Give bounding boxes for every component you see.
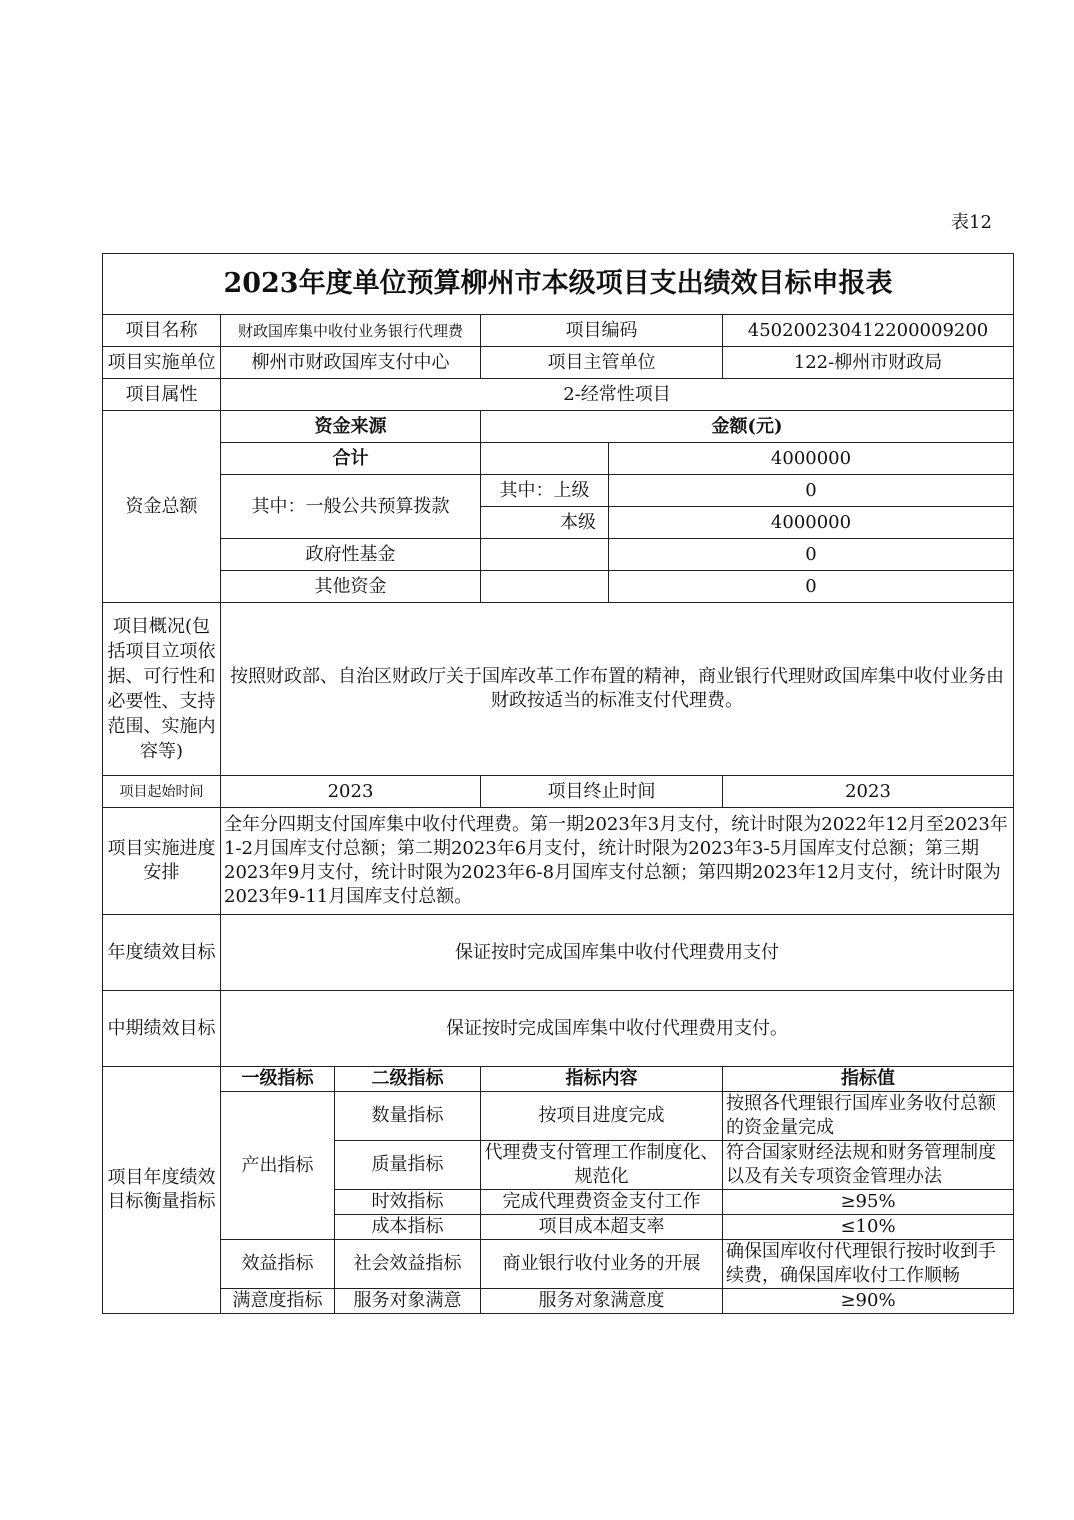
attribute: 2-经常性项目 xyxy=(221,379,1014,411)
header-level2: 二级指标 xyxy=(335,1067,481,1092)
value-quantity: 按照各代理银行国库业务收付总额的资金量完成 xyxy=(723,1092,1014,1141)
overview-label: 项目概况(包括项目立项依据、可行性和必要性、支持范围、实施内容等) xyxy=(103,603,221,776)
header-level1: 一级指标 xyxy=(221,1067,335,1092)
impl-unit-label: 项目实施单位 xyxy=(103,347,221,379)
indicators-label: 项目年度绩效目标衡量指标 xyxy=(103,1067,221,1314)
local-amount: 4000000 xyxy=(609,507,1014,539)
level2-timeliness: 时效指标 xyxy=(335,1190,481,1215)
project-code-label: 项目编码 xyxy=(481,315,723,347)
supervisor-label: 项目主管单位 xyxy=(481,347,723,379)
start-label: 项目起始时间 xyxy=(103,776,221,808)
amount-header: 金额(元) xyxy=(481,411,1014,443)
gov-fund-label: 政府性基金 xyxy=(221,539,481,571)
level2-cost: 成本指标 xyxy=(335,1215,481,1240)
table-number: 表12 xyxy=(951,212,992,233)
other-fund-empty xyxy=(481,571,609,603)
other-fund-amount: 0 xyxy=(609,571,1014,603)
overview: 按照财政部、自治区财政厅关于国库改革工作布置的精神，商业银行代理财政国库集中收付业务由财政按适当的标准支付代理费。 xyxy=(221,603,1014,776)
level2-social-benefit: 社会效益指标 xyxy=(335,1240,481,1289)
value-social-benefit: 确保国库收付代理银行按时收到手续费，确保国库收付工作顺畅 xyxy=(723,1240,1014,1289)
annual-goal-label: 年度绩效目标 xyxy=(103,915,221,991)
content-satisfaction: 服务对象满意度 xyxy=(481,1289,723,1314)
attribute-label: 项目属性 xyxy=(103,379,221,411)
benefit-indicator-label: 效益指标 xyxy=(221,1240,335,1289)
header-content: 指标内容 xyxy=(481,1067,723,1092)
content-quality: 代理费支付管理工作制度化、规范化 xyxy=(481,1141,723,1190)
content-timeliness: 完成代理费资金支付工作 xyxy=(481,1190,723,1215)
project-name: 财政国库集中收付业务银行代理费 xyxy=(221,315,481,347)
end-label: 项目终止时间 xyxy=(481,776,723,808)
gov-fund-amount: 0 xyxy=(609,539,1014,571)
form-title: 2023年度单位预算柳州市本级项目支出绩效目标申报表 xyxy=(103,254,1014,315)
satisfaction-indicator-label: 满意度指标 xyxy=(221,1289,335,1314)
annual-goal: 保证按时完成国库集中收付代理费用支付 xyxy=(221,915,1014,991)
schedule-label: 项目实施进度安排 xyxy=(103,808,221,915)
source-header: 资金来源 xyxy=(221,411,481,443)
value-quality: 符合国家财经法规和财务管理制度以及有关专项资金管理办法 xyxy=(723,1141,1014,1190)
funds-label: 资金总额 xyxy=(103,411,221,603)
total-label: 合计 xyxy=(221,443,481,475)
schedule: 全年分四期支付国库集中收付代理费。第一期2023年3月支付，统计时限为2022年12月至2023年1-2月国库支付总额；第二期2023年6月支付，统计时限为2023年3-5月国库支付总额；第三期2023年9月支付，统计时限为2023年6-8月国库支付总额；第四期2023年12月支付，统计时限为2023年9-11月国库支付总额。 xyxy=(221,808,1014,915)
performance-target-form xyxy=(102,253,1014,1314)
start-year: 2023 xyxy=(221,776,481,808)
content-social-benefit: 商业银行收付业务的开展 xyxy=(481,1240,723,1289)
project-name-label: 项目名称 xyxy=(103,315,221,347)
supervisor: 122-柳州市财政局 xyxy=(723,347,1014,379)
value-timeliness: ≥95% xyxy=(723,1190,1014,1215)
other-fund-label: 其他资金 xyxy=(221,571,481,603)
value-satisfaction: ≥90% xyxy=(723,1289,1014,1314)
upper-amount: 0 xyxy=(609,475,1014,507)
impl-unit: 柳州市财政国库支付中心 xyxy=(221,347,481,379)
level2-satisfaction: 服务对象满意 xyxy=(335,1289,481,1314)
value-cost: ≤10% xyxy=(723,1215,1014,1240)
local-label: 本级 xyxy=(481,507,609,539)
mid-goal-label: 中期绩效目标 xyxy=(103,991,221,1067)
output-indicator-label: 产出指标 xyxy=(221,1092,335,1240)
general-budget-label: 其中：一般公共预算拨款 xyxy=(221,475,481,539)
mid-goal: 保证按时完成国库集中收付代理费用支付。 xyxy=(221,991,1014,1067)
total-amount: 4000000 xyxy=(609,443,1014,475)
project-code: 450200230412200009200 xyxy=(723,315,1014,347)
upper-label: 其中：上级 xyxy=(481,475,609,507)
content-cost: 项目成本超支率 xyxy=(481,1215,723,1240)
gov-fund-empty xyxy=(481,539,609,571)
header-value: 指标值 xyxy=(723,1067,1014,1092)
level2-quality: 质量指标 xyxy=(335,1141,481,1190)
total-empty xyxy=(481,443,609,475)
end-year: 2023 xyxy=(723,776,1014,808)
level2-quantity: 数量指标 xyxy=(335,1092,481,1141)
content-quantity: 按项目进度完成 xyxy=(481,1092,723,1141)
